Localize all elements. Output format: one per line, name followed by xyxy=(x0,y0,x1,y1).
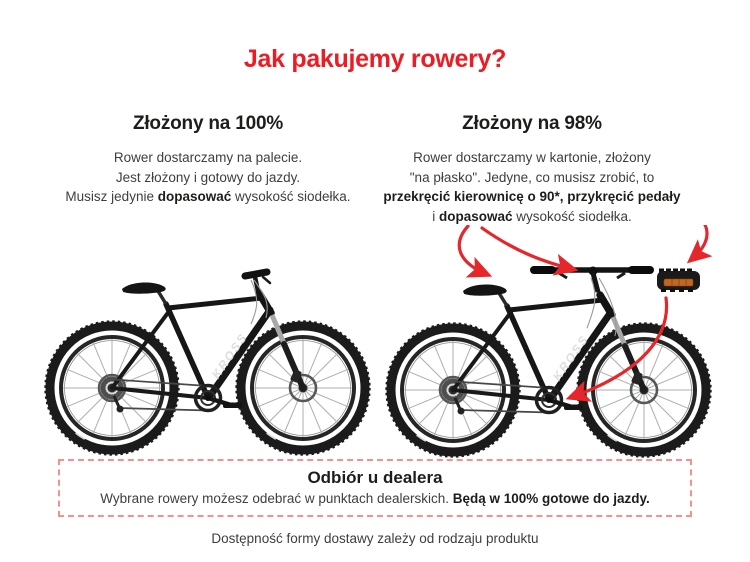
column-assembled-98 xyxy=(382,113,682,226)
pedal-reflector xyxy=(664,279,693,286)
arrow-to-handlebar xyxy=(482,228,572,269)
dealer-box-heading: Odbiór u dealera xyxy=(307,468,443,487)
bold-text-segment: przekręcić kierownicę o 90*, przykręcić pedały xyxy=(383,189,681,204)
bikes-illustration xyxy=(0,225,750,462)
brake-lever xyxy=(617,273,625,278)
desc-line: Rower dostarczamy na palecie. xyxy=(113,150,303,165)
dealer-box-text xyxy=(60,491,690,506)
arrow-to-saddle xyxy=(459,226,486,274)
desc-line: Jest złożony i gotowy do jazdy. xyxy=(115,169,301,185)
desc-line: "na płasko". Jedyne, co musisz zrobić, to xyxy=(409,169,655,185)
bike-right-flat-packed xyxy=(375,267,723,463)
column-description-100 xyxy=(33,148,383,207)
column-heading-100: Złożony na 100% xyxy=(132,113,284,134)
bold-text-segment: dopasować xyxy=(438,208,513,224)
bold-text-segment: Będą w 100% gotowe do jazdy. xyxy=(452,491,650,506)
column-assembled-100 xyxy=(33,113,383,207)
brake-lever xyxy=(559,273,567,278)
loose-pedal-graphic xyxy=(657,269,700,293)
text-segment: wysokość siodełka. xyxy=(231,189,351,204)
bold-text-segment: dopasować xyxy=(157,189,232,204)
text-segment: wysokość siodełka. xyxy=(512,208,632,224)
text-segment: Wybrane rowery możesz odebrać w punktach dealerskich. xyxy=(100,491,453,506)
text-segment: i xyxy=(432,208,439,224)
desc-line xyxy=(382,187,682,207)
column-description-98 xyxy=(382,148,682,226)
text-segment: Musisz jedynie xyxy=(65,189,158,204)
desc-line: Rower dostarczamy w kartonie, złożony xyxy=(413,150,651,165)
desc-line xyxy=(33,187,383,207)
bike-left-assembled xyxy=(34,272,382,462)
dealer-pickup-box xyxy=(58,459,692,517)
brake-lever xyxy=(263,277,270,283)
page-title: Jak pakujemy rowery? xyxy=(243,45,507,73)
availability-note: Dostępność formy dostawy zależy od rodzaju produktu xyxy=(211,531,539,546)
column-heading-98: Złożony na 98% xyxy=(462,113,602,134)
arrow-to-loose-pedal xyxy=(692,225,707,259)
desc-line xyxy=(382,207,682,227)
